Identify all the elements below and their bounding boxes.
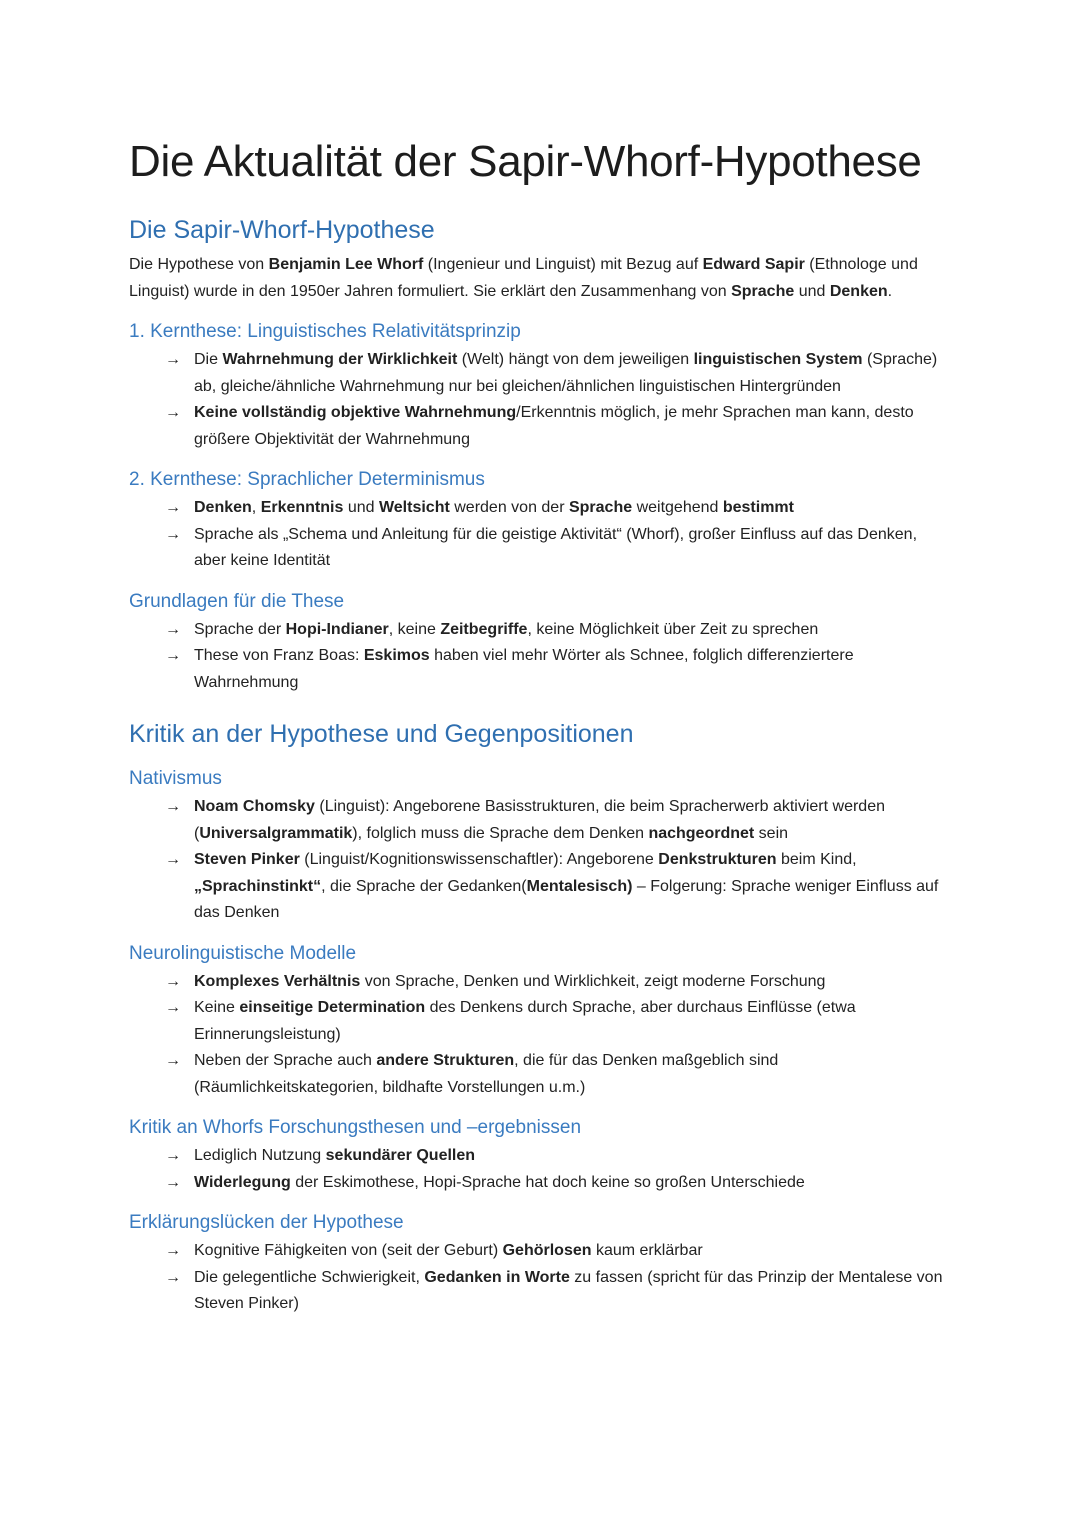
- bold-text: nachgeordnet: [648, 824, 755, 842]
- arrow-right-icon: →: [165, 798, 181, 815]
- text-run: Die Hypothese von: [129, 256, 269, 273]
- bold-text: Hopi-Indianer: [285, 620, 389, 638]
- list-item: [129, 1265, 952, 1318]
- bold-text: Denkstrukturen: [658, 851, 777, 868]
- section-intro: [129, 252, 952, 305]
- bold-text: Widerlegung: [194, 1173, 291, 1191]
- bold-text: Erkenntnis: [260, 499, 344, 516]
- list-item: [129, 1143, 952, 1170]
- section-heading: Kritik an der Hypothese und Gegenpositionen: [129, 720, 634, 748]
- bullet-list: [129, 495, 952, 575]
- list-item: [129, 643, 952, 696]
- bold-text: Steven Pinker: [194, 851, 300, 868]
- arrow-right-icon: →: [165, 1147, 181, 1164]
- arrow-right-icon: →: [165, 1173, 181, 1191]
- bullet-list: [129, 1143, 952, 1196]
- arrow-right-icon: →: [165, 351, 181, 368]
- subsection-heading: Nativismus: [129, 768, 222, 789]
- bold-text: andere Strukturen: [376, 1052, 515, 1069]
- text-run: Die: [194, 351, 223, 368]
- bold-text: Mentalesisch): [526, 877, 633, 895]
- bold-text: Denken: [194, 499, 252, 516]
- list-item: [129, 995, 952, 1048]
- arrow-right-icon: →: [165, 999, 181, 1016]
- bullet-list: [129, 347, 952, 453]
- arrow-right-icon: →: [165, 404, 181, 421]
- text-run: .: [887, 282, 893, 300]
- text-run: Keine: [194, 999, 240, 1016]
- bold-text: Sprache: [731, 282, 795, 300]
- bold-text: Zeitbegriffe: [440, 620, 528, 638]
- bold-text: linguistischen System: [693, 351, 863, 368]
- list-item: [129, 794, 952, 847]
- list-item: [129, 617, 952, 644]
- arrow-right-icon: →: [165, 1268, 181, 1286]
- text-run: weitgehend: [632, 499, 723, 516]
- text-run: (Welt) hängt von dem jeweiligen: [457, 351, 694, 368]
- text-run: ), folglich muss die Sprache dem Denken: [352, 824, 649, 842]
- text-run: , keine: [388, 620, 441, 638]
- text-run: (Linguist/Kognitionswissenschaftler): Angeborene: [299, 851, 659, 868]
- text-run: und: [794, 282, 830, 300]
- text-run: werden von der: [449, 499, 569, 516]
- arrow-right-icon: →: [165, 620, 181, 638]
- subsection-heading: Neurolinguistische Modelle: [129, 942, 357, 964]
- bold-text: Weltsicht: [378, 499, 450, 516]
- bold-text: Komplexes Verhältnis: [194, 972, 361, 990]
- subsection-heading: Kritik an Whorfs Forschungsthesen und –ergebnissen: [129, 1117, 582, 1138]
- arrow-right-icon: →: [165, 525, 181, 543]
- text-run: Neben der Sprache auch: [194, 1052, 377, 1069]
- text-run: , die für das Denken maßgeblich sind (Räumlichkeitskategorien, bildhafte Vorstellungen u.m.): [194, 1052, 779, 1096]
- text-run: Lediglich Nutzung: [194, 1147, 326, 1164]
- arrow-right-icon: →: [165, 499, 181, 516]
- section-heading: Die Sapir-Whorf-Hypothese: [129, 216, 435, 244]
- arrow-right-icon: →: [165, 1052, 181, 1069]
- text-run: , die Sprache der Gedanken(: [321, 877, 527, 895]
- bold-text: Wahrnehmung der Wirklichkeit: [222, 351, 458, 368]
- subsection-heading: Erklärungslücken der Hypothese: [129, 1212, 404, 1233]
- bullet-list: [129, 969, 952, 1102]
- list-item: [129, 1170, 952, 1197]
- list-item: [129, 1238, 952, 1265]
- bold-text: Sprache: [568, 499, 633, 516]
- subsection-heading: 1. Kernthese: Linguistisches Relativitätsprinzip: [129, 321, 521, 342]
- bullet-list: [129, 794, 952, 927]
- text-run: kaum erklärbar: [591, 1242, 703, 1259]
- bold-text: bestimmt: [722, 499, 794, 516]
- list-item: [129, 400, 952, 453]
- text-run: Die gelegentliche Schwierigkeit,: [194, 1268, 425, 1286]
- text-run: (Ethnologe und Linguist) wurde in den 1950er Jahren formuliert. Sie erklärt den Zusammenhang von: [129, 256, 918, 300]
- text-run: zu fassen (spricht für das Prinzip der Mentalese von Steven Pinker): [194, 1268, 943, 1312]
- bold-text: Edward Sapir: [702, 256, 805, 273]
- list-item: [129, 1048, 952, 1101]
- list-item: [129, 495, 952, 522]
- bold-text: Denken: [829, 282, 888, 300]
- bold-text: Noam Chomsky: [194, 798, 315, 815]
- bold-text: „Sprachinstinkt“: [194, 877, 322, 895]
- list-item: [129, 522, 952, 575]
- arrow-right-icon: →: [165, 851, 181, 868]
- text-run: Kognitive Fähigkeiten von (seit der Geburt): [194, 1242, 503, 1259]
- text-run: beim Kind,: [776, 851, 857, 868]
- text-run: – Folgerung: Sprache weniger Einfluss auf das Denken: [194, 877, 939, 921]
- list-item: [129, 969, 952, 996]
- bold-text: Gedanken in Worte: [424, 1268, 570, 1286]
- bold-text: sekundärer Quellen: [325, 1147, 476, 1164]
- subsection-heading: 2. Kernthese: Sprachlicher Determinismus: [129, 469, 485, 490]
- text-run: von Sprache, Denken und Wirklichkeit, zeigt moderne Forschung: [360, 972, 826, 990]
- text-run: ,: [251, 499, 261, 516]
- text-run: /Erkenntnis möglich, je mehr Sprachen man kann, desto größere Objektivität der Wahrnehmung: [194, 404, 914, 448]
- text-run: These von Franz Boas:: [194, 647, 364, 664]
- subsection-heading: Grundlagen für die These: [129, 590, 345, 612]
- text-run: (Ingenieur und Linguist) mit Bezug auf: [423, 256, 703, 273]
- text-run: haben viel mehr Wörter als Schnee, folglich differenziertere Wahrnehmung: [194, 647, 854, 691]
- bold-text: Benjamin Lee Whorf: [268, 256, 424, 273]
- arrow-right-icon: →: [165, 647, 181, 664]
- document-body: [129, 214, 952, 1318]
- text-run: der Eskimothese, Hopi-Sprache hat doch keine so großen Unterschiede: [290, 1173, 805, 1191]
- bold-text: Gehörlosen: [502, 1242, 592, 1259]
- text-run: (Linguist): Angeborene Basisstrukturen, die beim Spracherwerb aktiviert werden (: [194, 798, 885, 842]
- text-run: (Sprache) ab, gleiche/ähnliche Wahrnehmung nur bei gleichen/ähnlichen linguistischen Hintergründen: [194, 351, 938, 395]
- text-run: sein: [754, 824, 789, 842]
- text-run: Sprache der: [194, 620, 286, 638]
- list-item: [129, 847, 952, 927]
- bold-text: Eskimos: [363, 647, 430, 664]
- text-run: Sprache als „Schema und Anleitung für die geistige Aktivität“ (Whorf), großer Einfluss auf das Denken, aber keine Identität: [194, 525, 918, 569]
- bold-text: Universalgrammatik: [199, 824, 353, 842]
- text-run: und: [343, 499, 379, 516]
- text-run: des Denkens durch Sprache, aber durchaus Einflüsse (etwa Erinnerungsleistung): [194, 999, 856, 1043]
- bullet-list: [129, 617, 952, 697]
- list-item: [129, 347, 952, 400]
- document-title: Die Aktualität der Sapir-Whorf-Hypothese: [129, 137, 922, 186]
- bullet-list: [129, 1238, 952, 1318]
- arrow-right-icon: →: [165, 1242, 181, 1259]
- bold-text: einseitige Determination: [239, 999, 426, 1016]
- text-run: , keine Möglichkeit über Zeit zu sprechen: [527, 620, 819, 638]
- bold-text: Keine vollständig objektive Wahrnehmung: [194, 404, 517, 421]
- arrow-right-icon: →: [165, 972, 181, 990]
